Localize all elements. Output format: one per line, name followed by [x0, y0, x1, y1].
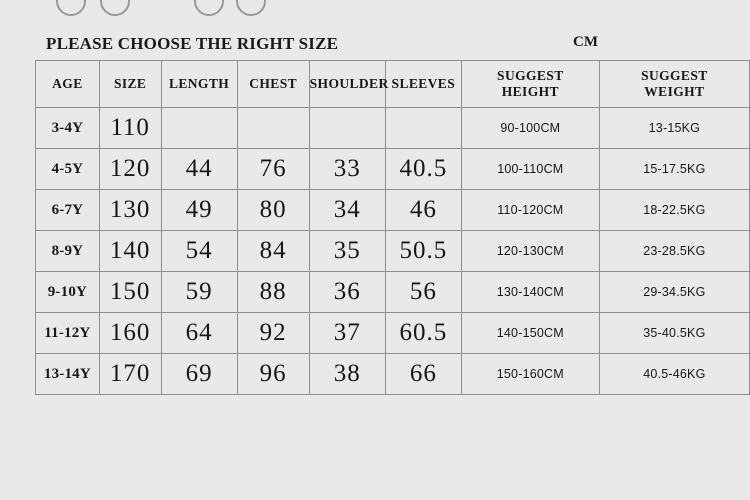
column-header-chest: CHEST	[237, 61, 309, 108]
column-header-size: SIZE	[99, 61, 161, 108]
cell-chest: 96	[237, 354, 309, 395]
cell-length: 49	[161, 190, 237, 231]
table-row	[36, 108, 750, 149]
table-header-row	[36, 61, 750, 108]
cell-sleeves: 46	[385, 190, 461, 231]
cell-age: 4-5Y	[36, 149, 100, 190]
cell-sleeves: 60.5	[385, 313, 461, 354]
cell-length: 69	[161, 354, 237, 395]
cell-suggest-height: 120-130CM	[461, 231, 599, 272]
column-header-age: AGE	[36, 61, 100, 108]
cell-sleeves: 56	[385, 272, 461, 313]
table-row	[36, 354, 750, 395]
cell-size: 130	[99, 190, 161, 231]
circle-icon	[56, 0, 86, 16]
cell-sleeves	[385, 108, 461, 149]
cell-length: 64	[161, 313, 237, 354]
size-table	[35, 60, 750, 395]
cell-age: 11-12Y	[36, 313, 100, 354]
cell-suggest-height: 110-120CM	[461, 190, 599, 231]
cell-suggest-weight: 29-34.5KG	[599, 272, 749, 313]
cell-suggest-weight: 35-40.5KG	[599, 313, 749, 354]
cell-size: 160	[99, 313, 161, 354]
cell-sleeves: 40.5	[385, 149, 461, 190]
cell-chest	[237, 108, 309, 149]
cell-age: 13-14Y	[36, 354, 100, 395]
cell-chest: 92	[237, 313, 309, 354]
cell-shoulder: 36	[309, 272, 385, 313]
cell-shoulder: 37	[309, 313, 385, 354]
cell-suggest-weight: 15-17.5KG	[599, 149, 749, 190]
column-header-sleeves: SLEEVES	[385, 61, 461, 108]
cell-size: 120	[99, 149, 161, 190]
cell-size: 140	[99, 231, 161, 272]
cell-age: 9-10Y	[36, 272, 100, 313]
table-row	[36, 272, 750, 313]
cell-shoulder: 34	[309, 190, 385, 231]
cell-chest: 76	[237, 149, 309, 190]
cell-suggest-weight: 18-22.5KG	[599, 190, 749, 231]
cell-suggest-weight: 23-28.5KG	[599, 231, 749, 272]
cell-age: 6-7Y	[36, 190, 100, 231]
cell-suggest-height: 130-140CM	[461, 272, 599, 313]
cell-chest: 80	[237, 190, 309, 231]
cell-length: 54	[161, 231, 237, 272]
cell-length	[161, 108, 237, 149]
table-row	[36, 313, 750, 354]
column-header-suggest-height	[461, 61, 599, 108]
cell-age: 3-4Y	[36, 108, 100, 149]
cell-suggest-height: 100-110CM	[461, 149, 599, 190]
cell-age: 8-9Y	[36, 231, 100, 272]
suggest-weight-line2: WEIGHT	[644, 84, 705, 99]
cell-size: 170	[99, 354, 161, 395]
cell-shoulder: 35	[309, 231, 385, 272]
circle-icon	[236, 0, 266, 16]
cell-shoulder: 38	[309, 354, 385, 395]
cell-size: 110	[99, 108, 161, 149]
suggest-weight-line1: SUGGEST	[641, 68, 708, 84]
cell-chest: 88	[237, 272, 309, 313]
table-row	[36, 190, 750, 231]
cell-sleeves: 66	[385, 354, 461, 395]
suggest-height-line2: HEIGHT	[501, 84, 559, 99]
cell-shoulder	[309, 108, 385, 149]
cell-length: 44	[161, 149, 237, 190]
circle-icon	[194, 0, 224, 16]
circle-icon	[100, 0, 130, 16]
cell-suggest-height: 140-150CM	[461, 313, 599, 354]
column-header-length: LENGTH	[161, 61, 237, 108]
cell-chest: 84	[237, 231, 309, 272]
cell-length: 59	[161, 272, 237, 313]
unit-label: CM	[573, 34, 598, 50]
cell-suggest-height: 150-160CM	[461, 354, 599, 395]
cell-size: 150	[99, 272, 161, 313]
decorative-circles	[56, 0, 316, 14]
table-row	[36, 231, 750, 272]
column-header-suggest-weight	[599, 61, 749, 108]
page-title: PLEASE CHOOSE THE RIGHT SIZE	[46, 34, 339, 53]
table-row	[36, 149, 750, 190]
cell-suggest-weight: 40.5-46KG	[599, 354, 749, 395]
cell-shoulder: 33	[309, 149, 385, 190]
suggest-height-line1: SUGGEST	[497, 68, 564, 84]
cell-sleeves: 50.5	[385, 231, 461, 272]
column-header-shoulder: SHOULDER	[309, 61, 385, 108]
cell-suggest-weight: 13-15KG	[599, 108, 749, 149]
cell-suggest-height: 90-100CM	[461, 108, 599, 149]
